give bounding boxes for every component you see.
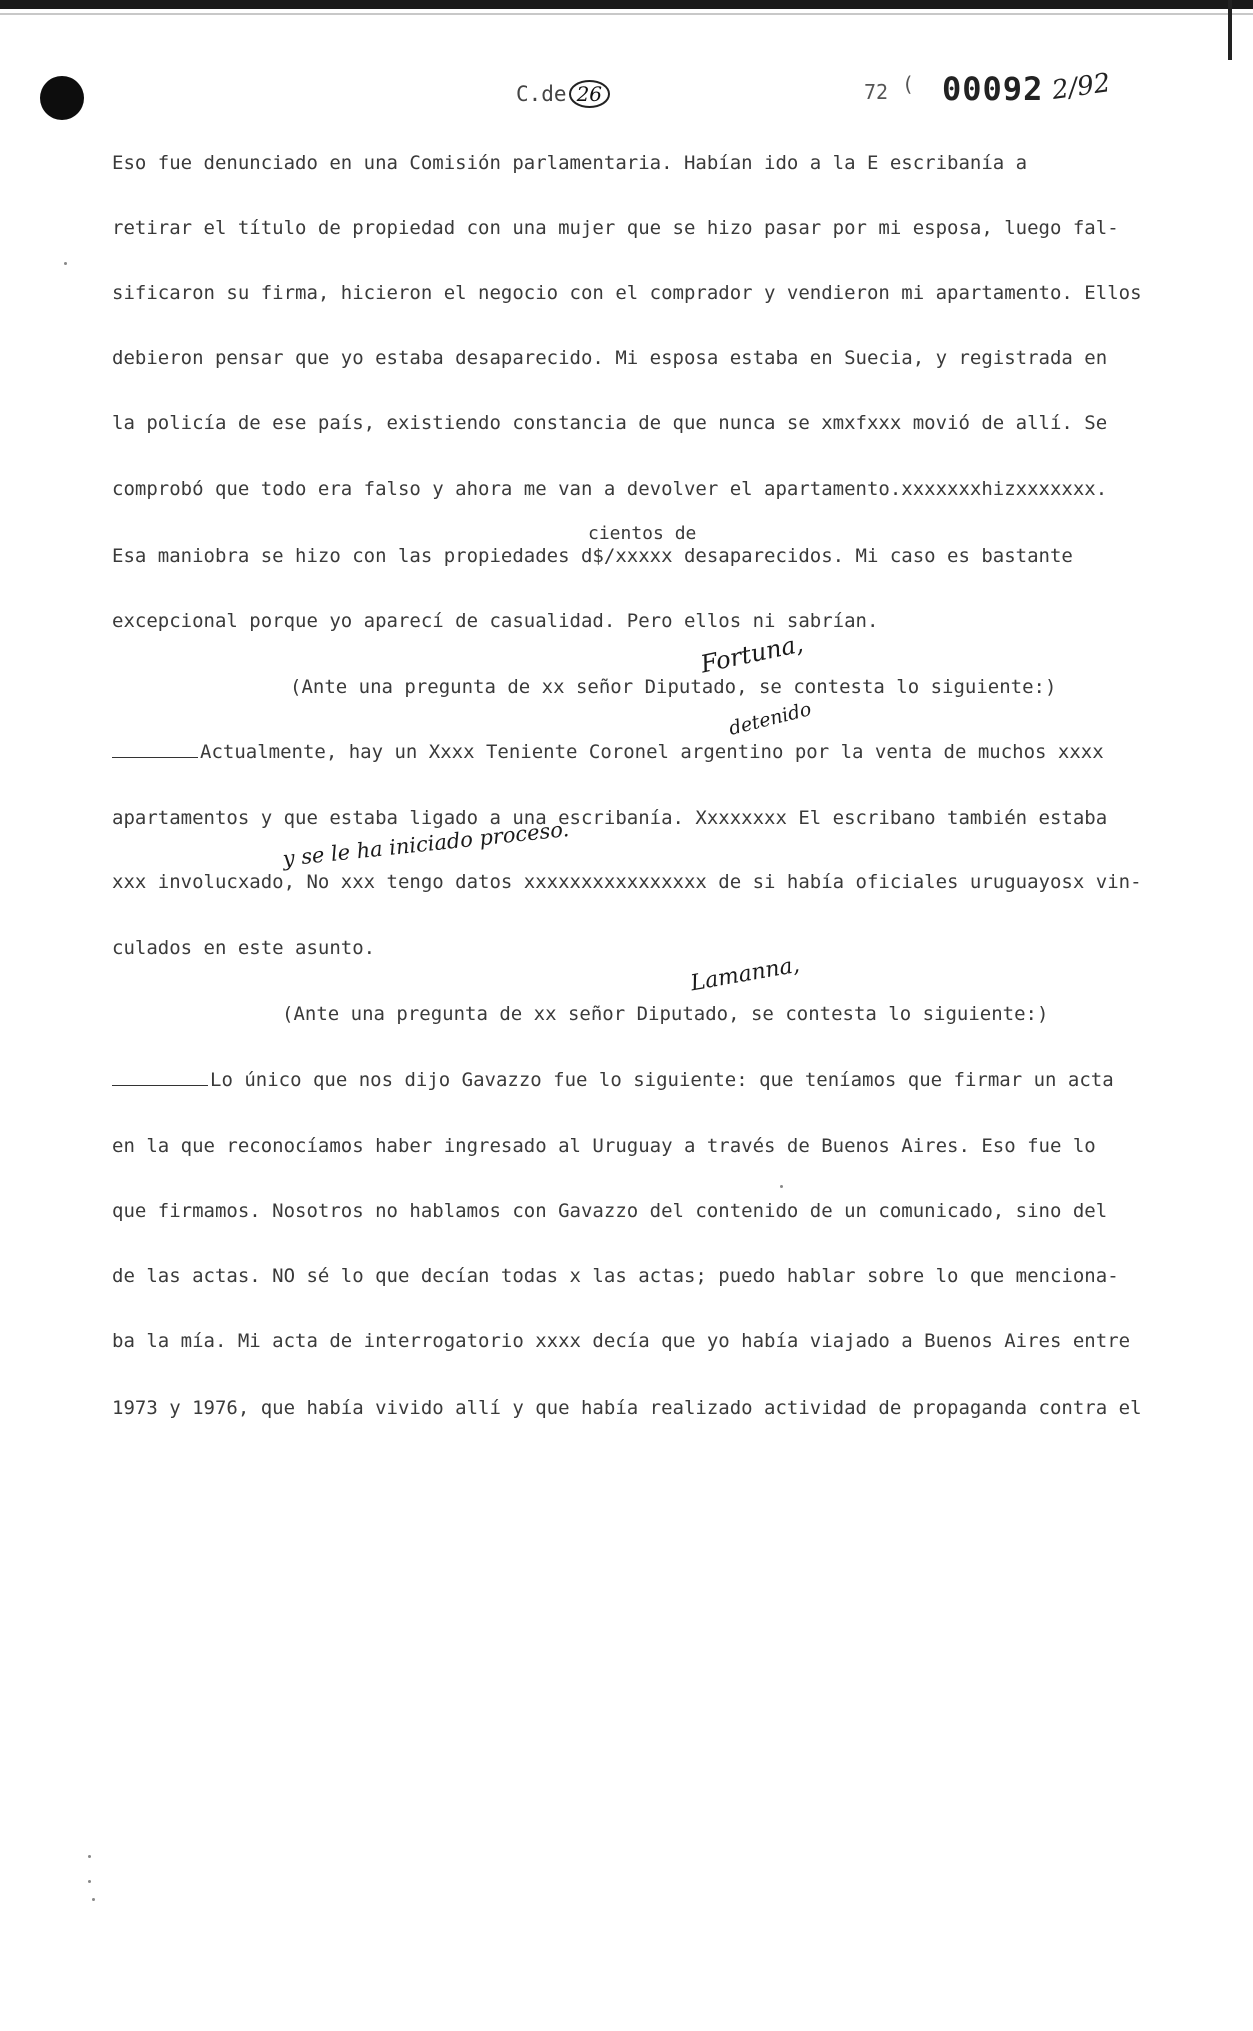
margin-speck <box>64 262 67 265</box>
text-question-2: (Ante una pregunta de xx señor Diputado, se contesta lo siguiente:) <box>282 1003 1049 1025</box>
margin-speck <box>92 1898 95 1901</box>
text-line-12: culados en este asunto. <box>112 937 376 959</box>
text-insertion-cientos: cientos de <box>588 523 697 544</box>
text-question-1: (Ante una pregunta de xx señor Diputado, se contesta lo siguiente:) <box>290 676 1057 698</box>
speaker-blank-line <box>112 739 198 758</box>
right-edge-mark <box>1228 0 1232 60</box>
margin-speck <box>88 1880 91 1883</box>
page-tick-mark: ( <box>902 72 915 96</box>
document-id-handwritten: 2/92 <box>1050 68 1113 106</box>
punch-hole-dot <box>40 76 84 120</box>
handwritten-detenido: detenido <box>726 698 814 740</box>
text-line-7: Esa maniobra se hizo con las propiedades d$/xxxxx desaparecidos. Mi caso es bastante <box>112 545 1073 567</box>
text-line-16: de las actas. NO sé lo que decían todas x las actas; puedo hablar sobre lo que menciona- <box>112 1265 1119 1287</box>
page-reference <box>516 80 610 108</box>
text-line-4: debieron pensar que yo estaba desaparecido. Mi esposa estaba en Suecia, y registrada en <box>112 347 1108 369</box>
page-reference-circled-number: 26 <box>569 80 610 108</box>
handwritten-fortuna: Fortuna, <box>698 629 806 679</box>
document-id-stamp: 00092 <box>942 70 1044 108</box>
page-reference-prefix: C.de <box>516 82 567 106</box>
text-line-18: 1973 y 1976, que había vivido allí y que había realizado actividad de propaganda contra el <box>112 1397 1142 1419</box>
text-line-15: que firmamos. Nosotros no hablamos con Gavazzo del contenido de un comunicado, sino del <box>112 1200 1108 1222</box>
handwritten-proceso: y se le ha iniciado proceso. <box>281 817 571 871</box>
text-line-5: la policía de ese país, existiendo constancia de que nunca se xmxfxxx movió de allí. Se <box>112 412 1108 434</box>
text-line-6: comprobó que todo era falso y ahora me van a devolver el apartamento.xxxxxxxhizxxxxxxx. <box>112 478 1108 500</box>
text-line-9: Actualmente, hay un Xxxx Teniente Coronel argentino por la venta de muchos xxxx <box>112 739 1112 765</box>
speaker-blank-line <box>112 1067 208 1086</box>
margin-speck <box>88 1855 91 1858</box>
text-line-17: ba la mía. Mi acta de interrogatorio xxxx decía que yo había viajado a Buenos Aires entre <box>112 1330 1131 1352</box>
top-border-line <box>0 0 1253 9</box>
text-line-14: en la que reconocíamos haber ingresado al Uruguay a través de Buenos Aires. Eso fue lo <box>112 1135 1096 1157</box>
margin-speck <box>780 1185 783 1188</box>
text-line-13: Lo único que nos dijo Gavazzo fue lo siguiente: que teníamos que firmar un acta <box>112 1067 1112 1093</box>
top-border-faint-line <box>0 13 1253 15</box>
text-line-11: xxx involucxado, No xxx tengo datos xxxxxxxxxxxxxxxx de si había oficiales uruguayosx vin- <box>112 871 1142 893</box>
text-line-2: retirar el título de propiedad con una mujer que se hizo pasar por mi esposa, luego fal- <box>112 217 1119 239</box>
page-number: 72 <box>864 80 889 104</box>
text-line-1: Eso fue denunciado en una Comisión parlamentaria. Habían ido a la E escribanía a <box>112 152 1028 174</box>
handwritten-lamanna: Lamanna, <box>688 952 802 997</box>
text-line-3: sificaron su firma, hicieron el negocio con el comprador y vendieron mi apartamento. Ellos <box>112 282 1142 304</box>
text-line-8: excepcional porque yo aparecí de casualidad. Pero ellos ni sabrían. <box>112 610 879 632</box>
text-line-10: apartamentos y que estaba ligado a una escribanía. Xxxxxxxx El escribano también estaba <box>112 807 1108 829</box>
